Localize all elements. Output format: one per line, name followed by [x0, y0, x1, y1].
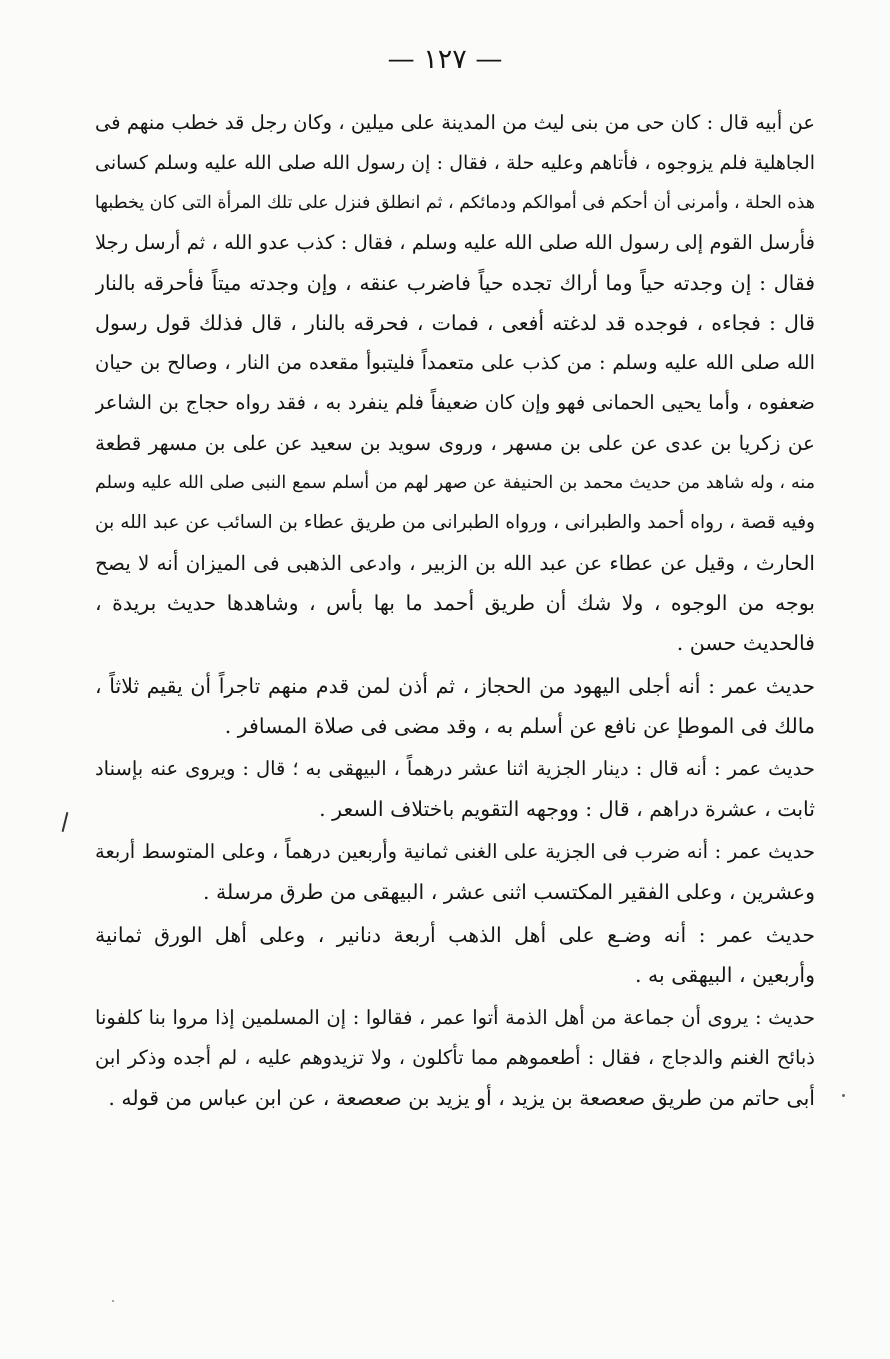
text-line: قال : فجاءه ، فوجده قد لدغته أفعى ، فمات ، فحرقه بالنار ، قال فذلك قول رسول [95, 311, 815, 335]
text-line: الجاهلية فلم يزوجوه ، فأتاهم وعليه حلة ، فقال : إن رسول الله صلى الله عليه وسلم كسانى [95, 152, 815, 174]
text-line: ثابت ، عشرة دراهم ، قال : ووجهه التقويم باختلاف السعر . [319, 797, 815, 821]
text-line: هذه الحلة ، وأمرنى أن أحكم فى أموالكم ودمائكم ، ثم انطلق فنزل على تلك المرأة التى كان يخطبها [95, 193, 815, 213]
text-line: فالحديث حسن . [676, 631, 815, 655]
text-line: منه ، وله شاهد من حديث محمد بن الحنيفة عن صهر لهم من أسلم سمع النبى صلى الله عليه وسلم [95, 473, 815, 493]
text-line: وفيه قصة ، رواه أحمد والطبرانى ، ورواه الطبرانى من طريق عطاء بن السائب عن عبد الله بن [95, 512, 815, 533]
text-line: فقال : إن وجدته حياً وما أراك تجده حياً فاضرب عنقه ، وإن وجدته ميتاً فأحرقه بالنار [95, 271, 815, 295]
text-line: فأرسل القوم إلى رسول الله صلى الله عليه وسلم ، فقال : كذب عدو الله ، ثم أرسل رجلا [95, 231, 815, 254]
text-line: حديث عمر : أنه أجلى اليهود من الحجاز ، ثم أذن لمن قدم منهم تاجراً أن يقيم ثلاثاً ، [95, 674, 815, 698]
text-line: عن زكريا بن عدى عن على بن مسهر ، وروى سويد بن سعيد عن على بن مسهر قطعة [95, 431, 815, 455]
text-line: حديث عمر : أنه قال : دينار الجزية اثنا عشر درهماً ، البيهقى به ؛ قال : ويروى عنه بإسناد [95, 757, 815, 780]
text-line: عن أبيه قال : كان حى من بنى ليث من المدينة على ميلين ، وكان رجل قد خطب منهم فى [95, 111, 815, 134]
text-line: وأربعين ، البيهقى به . [635, 963, 815, 987]
body-text [95, 103, 815, 1118]
text-line: حديث : يروى أن جماعة من أهل الذمة أتوا عمر ، فقالوا : إن المسلمين إذا مروا بنا كلفونا [95, 1006, 815, 1029]
paper-speck [112, 1300, 114, 1302]
text-line: بوجه من الوجوه ، ولا شك أن طريق أحمد ما بها بأس ، وشاهدها حديث بريدة ، [95, 591, 815, 615]
paper-speck [842, 1094, 845, 1097]
margin-pen-mark [62, 812, 69, 832]
text-line: ذبائح الغنم والدجاج ، فقال : أطعموهم مما تأكلون ، ولا تزيدوهم عليه ، لم أجده وذكر ابن [95, 1046, 815, 1069]
text-line: الله صلى الله عليه وسلم : من كذب على متعمداً فليتبوأ مقعده من النار ، وصالح بن حيان [95, 351, 815, 374]
text-line: أبى حاتم من طريق صعصعة بن يزيد ، أو يزيد بن صعصعة ، عن ابن عباس من قوله . [108, 1086, 815, 1110]
text-line: مالك فى الموطإ عن نافع عن أسلم به ، وقد مضى فى صلاة المسافر . [224, 714, 815, 738]
text-line: الحارث ، وقيل عن عطاء عن عبد الله بن الزبير ، وادعى الذهبى فى الميزان أنه لا يصح [95, 551, 815, 575]
text-line: ضعفوه ، وأما يحيى الحمانى فهو وإن كان ضعيفاً فلم ينفرد به ، فقد رواه حجاج بن الشاعر [95, 391, 815, 414]
text-line: حديث عمر : أنه ضرب فى الجزية على الغنى ثمانية وأربعين درهماً ، وعلى المتوسط أربعة [95, 840, 815, 863]
page-number: — ١٢٧ — [387, 44, 503, 75]
text-line: حديث عمر : أنه وضـع على أهل الذهب أربعة دنانير ، وعلى أهل الورق ثمانية [95, 923, 815, 947]
text-line: وعشرين ، وعلى الفقير المكتسب اثنى عشر ، البيهقى من طرق مرسلة . [203, 880, 815, 904]
